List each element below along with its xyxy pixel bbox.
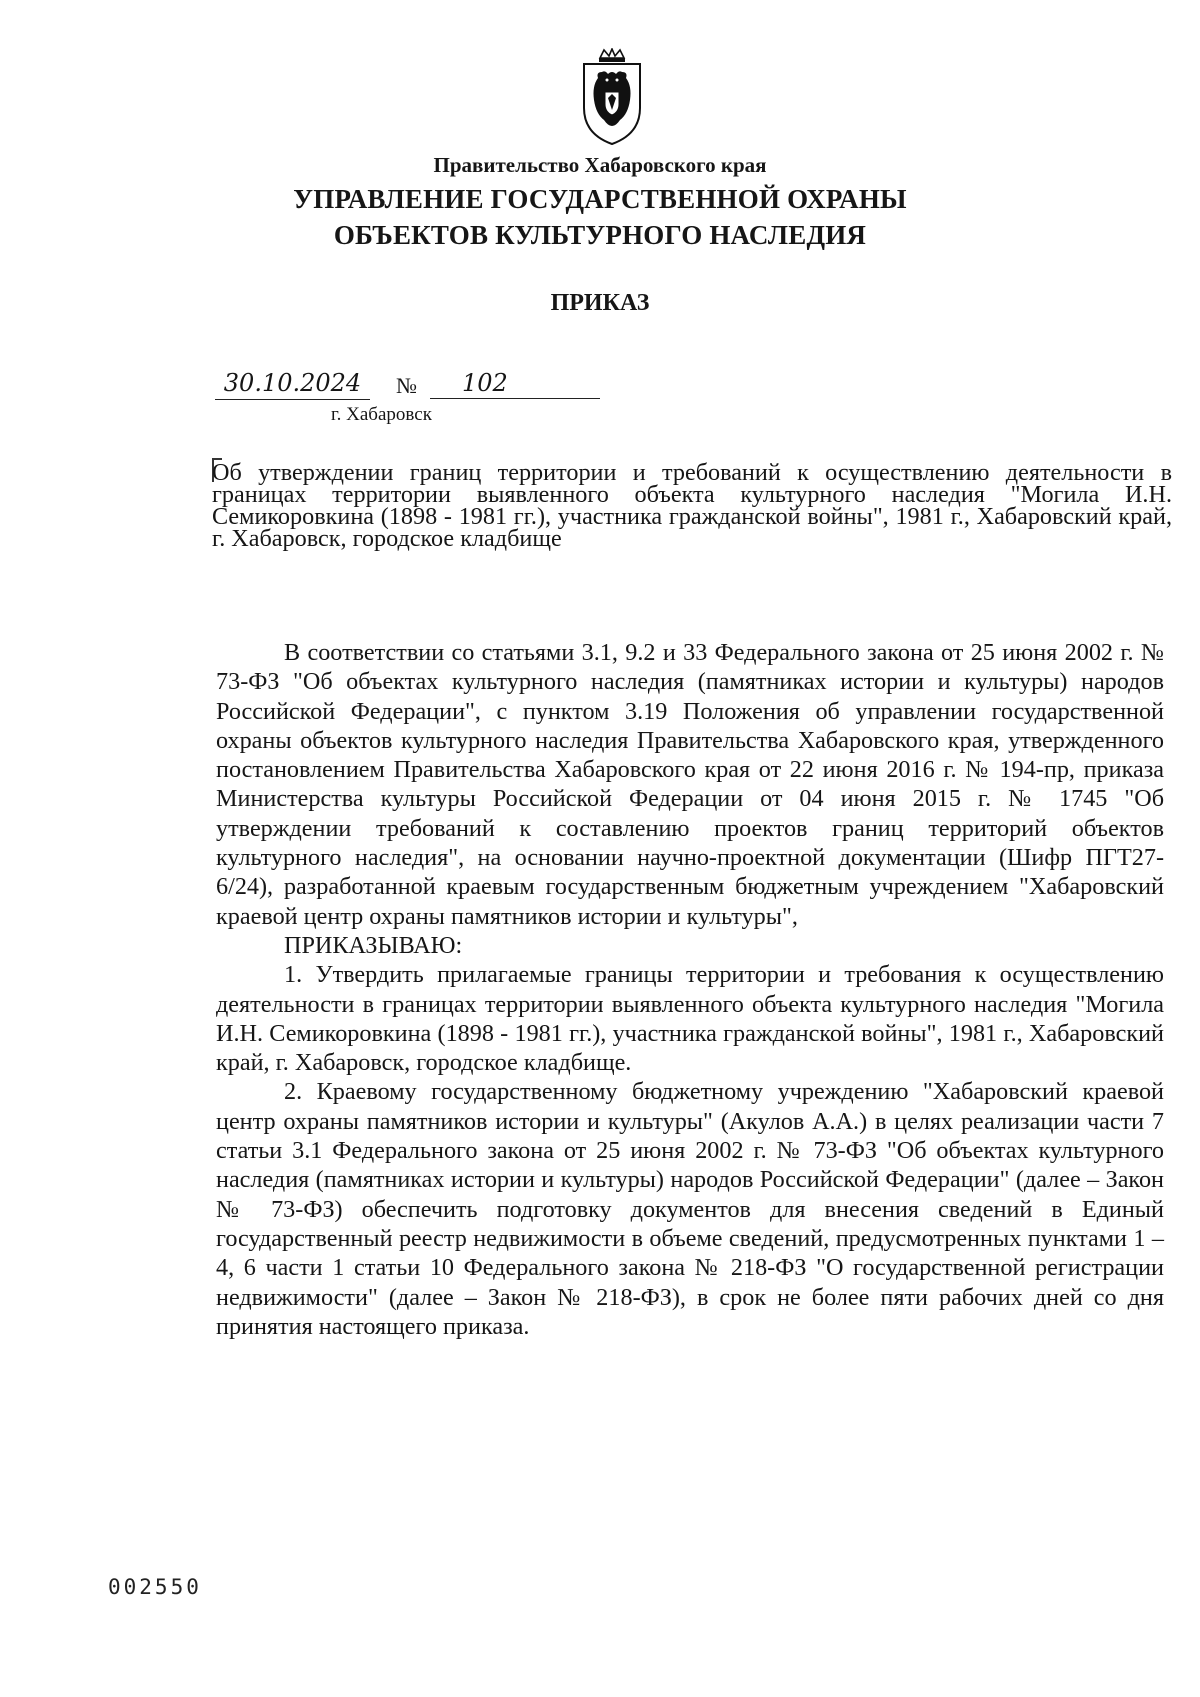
number-sign: № (396, 373, 417, 398)
preamble-paragraph: В соответствии со статьями 3.1, 9.2 и 33 Федерального закона от 25 июня 2002 г. № 73-ФЗ "Об объектах культурного наследия (памятниках истории и культуры) народов Российской Федерации", с пунктом 3.19 Положения об управлении государственной охраны объектов культурного наследия Правительства Хабаровского края, утвержденного постановлением Правительства Хабаровского края от 22 июня 2016 г. № 194-пр, приказа Министерства культуры Российской Федерации от 04 июня 2015 г. № 1745 "Об утверждении требований к составлению проектов границ территорий объектов культурного наследия", на основании научно-проектной документации (Шифр ПГТ27-6/24), разработанной краевым государственным бюджетным учреждением "Хабаровский краевой центр охраны памятников истории и культуры", (216, 639, 1164, 930)
order-body (216, 638, 1164, 1341)
coat-of-arms-icon (576, 48, 648, 148)
order-date-handwritten: 30.10.2024 (215, 369, 370, 400)
order-subject: Об утверждении границ территории и требований к осуществлению деятельности в границах территории выявленного объекта культурного наследия "Могила И.Н. Семикоровкина (1898 - 1981 гг.), участника гражданской войны", 1981 г., Хабаровский край, г. Хабаровск, городское кладбище (212, 459, 1172, 552)
serial-number-stamp: 002550 (108, 1575, 202, 1599)
organization-name-line1: УПРАВЛЕНИЕ ГОСУДАРСТВЕННОЙ ОХРАНЫ (293, 184, 907, 214)
order-directive-word: ПРИКАЗЫВАЮ: (284, 931, 463, 959)
order-number-handwritten: 102 (430, 369, 600, 399)
government-name: Правительство Хабаровского края (433, 153, 767, 177)
order-item-2: 2. Краевому государственному бюджетному учреждению "Хабаровский краевой центр охраны памятников истории и культуры" (Акулов А.А.) в целях реализации части 7 статьи 3.1 Федерального закона от 25 июня 2002 г. № 73-ФЗ "Об объектах культурного наследия (памятниках истории и культуры) народов Российской Федерации" (далее – Закон № 73-ФЗ) обеспечить подготовку документов для внесения сведений в Единый государственный реестр недвижимости в объеме сведений, предусмотренных пунктами 1 – 4, 6 части 1 статьи 10 Федерального закона № 218-ФЗ "О государственной регистрации недвижимости" (далее – Закон № 218-ФЗ), в срок не более пяти рабочих дней со дня принятия настоящего приказа. (216, 1078, 1164, 1340)
order-item-1: 1. Утвердить прилагаемые границы территории и требования к осуществлению деятельности в границах территории выявленного объекта культурного наследия "Могила И.Н. Семикоровкина (1898 - 1981 гг.), участника гражданской войны", 1981 г., Хабаровский край, г. Хабаровск, городское кладбище. (216, 961, 1164, 1077)
organization-name-line2: ОБЪЕКТОВ КУЛЬТУРНОГО НАСЛЕДИЯ (333, 220, 867, 250)
document-type-title: ПРИКАЗ (550, 290, 650, 316)
issue-city: г. Хабаровск (331, 404, 432, 425)
